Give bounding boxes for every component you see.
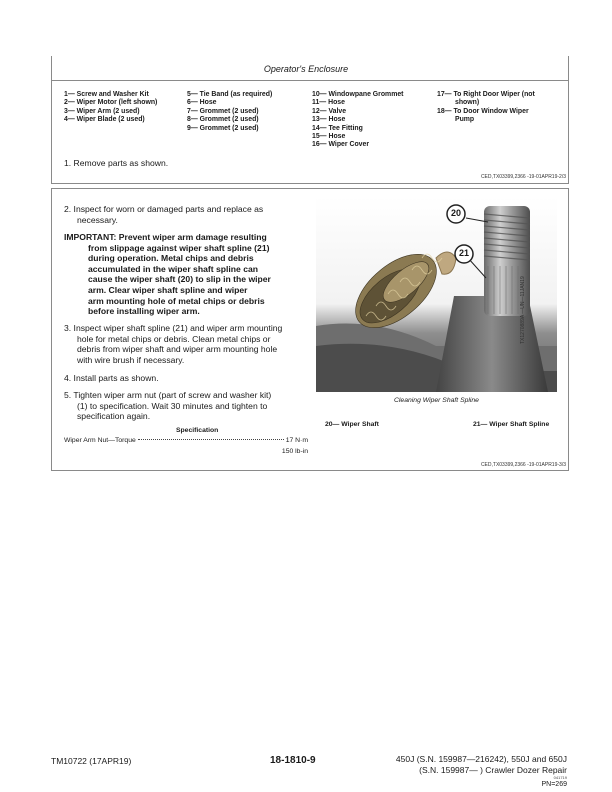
step-3-line: with wire brush if necessary. xyxy=(77,354,185,365)
footer-tiny-code: 041719 xyxy=(553,775,567,780)
step-2 xyxy=(64,204,263,225)
legend-col-2 xyxy=(187,91,272,133)
footer-title-line: 450J (S.N. 159987—216242), 550J and 650J xyxy=(395,754,567,764)
figure-caption: Cleaning Wiper Shaft Spline xyxy=(394,397,479,404)
step-3-line: hole for metal chips or debris. Clean metal chips or xyxy=(77,333,271,344)
step-5-line: (1) to specification. Wait 30 minutes and tighten to xyxy=(77,400,268,411)
legend-item: 9— Grommet (2 used) xyxy=(187,124,259,132)
legend-item: 7— Grommet (2 used) xyxy=(187,107,259,115)
important-line: before installing wiper arm. xyxy=(88,306,200,317)
spec-leader xyxy=(138,439,284,440)
step-3-line: 3. Inspect wiper shaft spline (21) and wiper arm mounting xyxy=(64,323,283,333)
callout-21: 21 xyxy=(458,248,469,258)
legend-item: 18— To Door Window Wiper xyxy=(437,107,529,115)
footer-title xyxy=(396,754,567,775)
spec-row xyxy=(64,437,308,444)
legend-item: 16— Wiper Cover xyxy=(312,141,369,149)
legend-item: 11— Hose xyxy=(312,99,345,107)
important-line: IMPORTANT: Prevent wiper arm damage resulting xyxy=(64,232,267,242)
spec-value-metric: 17 N·m xyxy=(285,437,308,444)
legend-item: 8— Grommet (2 used) xyxy=(187,116,259,124)
important-line: arm mounting hole of metal chips or debris xyxy=(88,295,265,306)
step-1: 1. Remove parts as shown. xyxy=(64,158,169,168)
figure-legend-21: 21— Wiper Shaft Spline xyxy=(473,421,550,428)
step-3-line: debris from wiper shaft and wiper arm mounting hole xyxy=(77,344,278,355)
legend-item: 14— Tee Fitting xyxy=(312,124,363,132)
legend-item: 3— Wiper Arm (2 used) xyxy=(64,107,140,115)
important-line: arm. Clear wiper shaft spline and wiper xyxy=(88,284,248,295)
spec-label: Wiper Arm Nut—Torque xyxy=(64,437,136,444)
figure-legend-20: 20— Wiper Shaft xyxy=(325,421,379,428)
footer-page-number: 18-1810-9 xyxy=(270,755,316,766)
legend-item: shown) xyxy=(455,99,480,107)
legend-item: Pump xyxy=(455,116,475,124)
important-line: accumulated in the wiper shaft spline can xyxy=(88,263,259,274)
step-5 xyxy=(64,390,271,422)
step-5-line: specification again. xyxy=(77,411,151,422)
legend-item: 15— Hose xyxy=(312,133,346,141)
footer-pn: PN=269 xyxy=(541,781,567,788)
legend-item: 2— Wiper Motor (left shown) xyxy=(64,99,158,107)
footer-title-line: (S.N. 159987— ) Crawler Dozer Repair xyxy=(419,764,567,775)
legend-item: 4— Wiper Blade (2 used) xyxy=(64,116,145,124)
doc-code-2: CED,TX03399,2366 -19-01APR19-3/3 xyxy=(480,462,566,468)
legend-col-4 xyxy=(437,91,535,125)
important-line: during operation. Metal chips and debris xyxy=(88,253,254,264)
legend-item: 13— Hose xyxy=(312,116,346,124)
spec-value-imperial: 150 lb-in xyxy=(281,448,308,455)
callout-20: 20 xyxy=(450,208,461,218)
step-5-line: 5. Tighten wiper arm nut (part of screw and washer kit) xyxy=(64,390,272,400)
step-3 xyxy=(64,323,282,365)
legend-item: 6— Hose xyxy=(187,99,217,107)
legend-col-3 xyxy=(312,91,403,150)
legend-item: 5— Tie Band (as required) xyxy=(187,91,273,98)
important-note xyxy=(64,232,271,317)
figure-side-code: TX1270889A —UN—11JAN19 xyxy=(520,276,526,344)
legend-item: 17— To Right Door Wiper (not xyxy=(437,91,535,98)
legend-item: 1— Screw and Washer Kit xyxy=(64,91,149,98)
doc-code-1: CED,TX03399,2366 -19-01APR19-2/3 xyxy=(480,174,566,180)
legend-item: 10— Windowpane Grommet xyxy=(312,91,404,98)
legend-col-1 xyxy=(64,91,157,125)
step-2-line: necessary. xyxy=(77,214,118,225)
legend-item: 12— Valve xyxy=(312,107,347,115)
step-4: 4. Install parts as shown. xyxy=(64,373,159,383)
step-2-line: 2. Inspect for worn or damaged parts and replace as xyxy=(64,204,264,214)
spec-heading: Specification xyxy=(176,427,219,434)
footer-manual-id: TM10722 (17APR19) xyxy=(51,756,132,766)
important-line: from slippage against wiper shaft spline (21) xyxy=(88,242,270,253)
page-title: Operator's Enclosure xyxy=(263,64,349,74)
important-line: cause the wiper shaft (20) to slip in the wiper xyxy=(88,274,271,285)
